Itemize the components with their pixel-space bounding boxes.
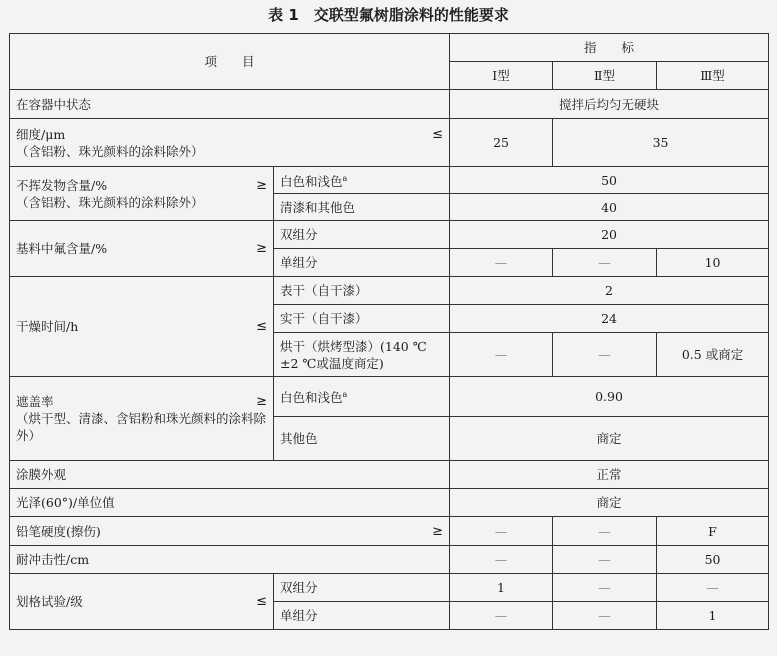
row-label: ≥ 基料中氟含量/% [10, 221, 274, 277]
table-title: 表 1 交联型氟树脂涂料的性能要求 [268, 6, 509, 24]
table-row [10, 221, 769, 249]
row-value: 0.90 [450, 377, 769, 417]
row-label: 涂膜外观 [10, 461, 450, 489]
header-item: 项 目 [10, 34, 450, 90]
row-value: 2 [450, 277, 769, 305]
value-type3: 0.5 或商定 [657, 333, 769, 377]
value-type1: — [450, 517, 553, 546]
row-label: ≤ 划格试验/级 [10, 574, 274, 630]
table-row [10, 377, 769, 417]
row-label: ≤ 细度/μm （含铝粉、珠光颜料的涂料除外） [10, 119, 450, 167]
row-note: （烘干型、清漆、含铝粉和珠光颜料的涂料除外） [16, 411, 267, 443]
sub-label: 烘干（烘烤型漆）(140 ℃ ±2 ℃或温度商定) [274, 333, 450, 377]
comparison-symbol: ≤ [256, 594, 267, 609]
value-type1: 1 [450, 574, 553, 602]
value-type2: — [553, 546, 657, 574]
value-type2: — [553, 517, 657, 546]
sub-label: 表干（自干漆） [274, 277, 450, 305]
sub-label: 单组分 [274, 249, 450, 277]
row-value: 40 [450, 194, 769, 221]
value-type3: 50 [657, 546, 769, 574]
table-row [10, 90, 769, 119]
comparison-symbol: ≤ [432, 126, 444, 142]
header-type2: Ⅱ型 [553, 62, 657, 90]
sub-label: 其他色 [274, 417, 450, 461]
table-header-row [10, 34, 769, 62]
value-type1: — [450, 249, 553, 277]
value-type2-3: 35 [553, 119, 769, 167]
sub-label: 白色和浅色$^a$ [274, 377, 450, 417]
row-value: 商定 [450, 417, 769, 461]
value-type1: 25 [450, 119, 553, 167]
row-label: ≥ 不挥发物含量/% （含铝粉、珠光颜料的涂料除外） [10, 167, 274, 221]
row-label: ≤ 干燥时间/h [10, 277, 274, 377]
row-label: ≥ 铅笔硬度(擦伤) [10, 517, 450, 546]
sub-label: 实干（自干漆） [274, 305, 450, 333]
table-row [10, 277, 769, 305]
footnote-mark: a [342, 390, 348, 400]
value-type3: 10 [657, 249, 769, 277]
value-type2: — [553, 249, 657, 277]
value-type1: — [450, 333, 553, 377]
row-note: （含铝粉、珠光颜料的涂料除外） [16, 143, 204, 159]
row-label: 耐冲击性/cm [10, 546, 450, 574]
header-type1: Ⅰ型 [450, 62, 553, 90]
value-type2: — [553, 333, 657, 377]
row-label: ≥ 遮盖率 （烘干型、清漆、含铝粉和珠光颜料的涂料除外） [10, 377, 274, 461]
header-type3: Ⅲ型 [657, 62, 769, 90]
table-row [10, 489, 769, 517]
table-row [10, 461, 769, 489]
value-type1: — [450, 602, 553, 630]
table-row [10, 517, 769, 546]
performance-requirements-table [9, 33, 769, 630]
footnote-mark: a [342, 173, 348, 183]
value-type2: — [553, 602, 657, 630]
comparison-symbol: ≥ [432, 523, 444, 539]
row-value: 50 [450, 167, 769, 194]
sub-label: 双组分 [274, 221, 450, 249]
row-value: 正常 [450, 461, 769, 489]
value-type1: — [450, 546, 553, 574]
table-row [10, 119, 769, 167]
value-type3: — [657, 574, 769, 602]
row-label: 光泽(60°)/单位值 [10, 489, 450, 517]
row-label: 在容器中状态 [10, 90, 450, 119]
value-type2: — [553, 574, 657, 602]
sub-label: 单组分 [274, 602, 450, 630]
row-value: 搅拌后均匀无硬块 [450, 90, 769, 119]
row-note: （含铝粉、珠光颜料的涂料除外） [16, 194, 204, 210]
comparison-symbol: ≥ [256, 241, 267, 256]
comparison-symbol: ≥ [256, 394, 267, 409]
value-type3: F [657, 517, 769, 546]
comparison-symbol: ≤ [256, 319, 267, 334]
row-value: 商定 [450, 489, 769, 517]
table-row [10, 546, 769, 574]
row-value: 24 [450, 305, 769, 333]
header-indicator: 指 标 [450, 34, 769, 62]
value-type3: 1 [657, 602, 769, 630]
sub-label: 清漆和其他色 [274, 194, 450, 221]
comparison-symbol: ≥ [256, 177, 267, 193]
table-row [10, 574, 769, 602]
sub-label: 双组分 [274, 574, 450, 602]
sub-label: 白色和浅色$^a$ [274, 167, 450, 194]
table-row [10, 167, 769, 194]
row-value: 20 [450, 221, 769, 249]
